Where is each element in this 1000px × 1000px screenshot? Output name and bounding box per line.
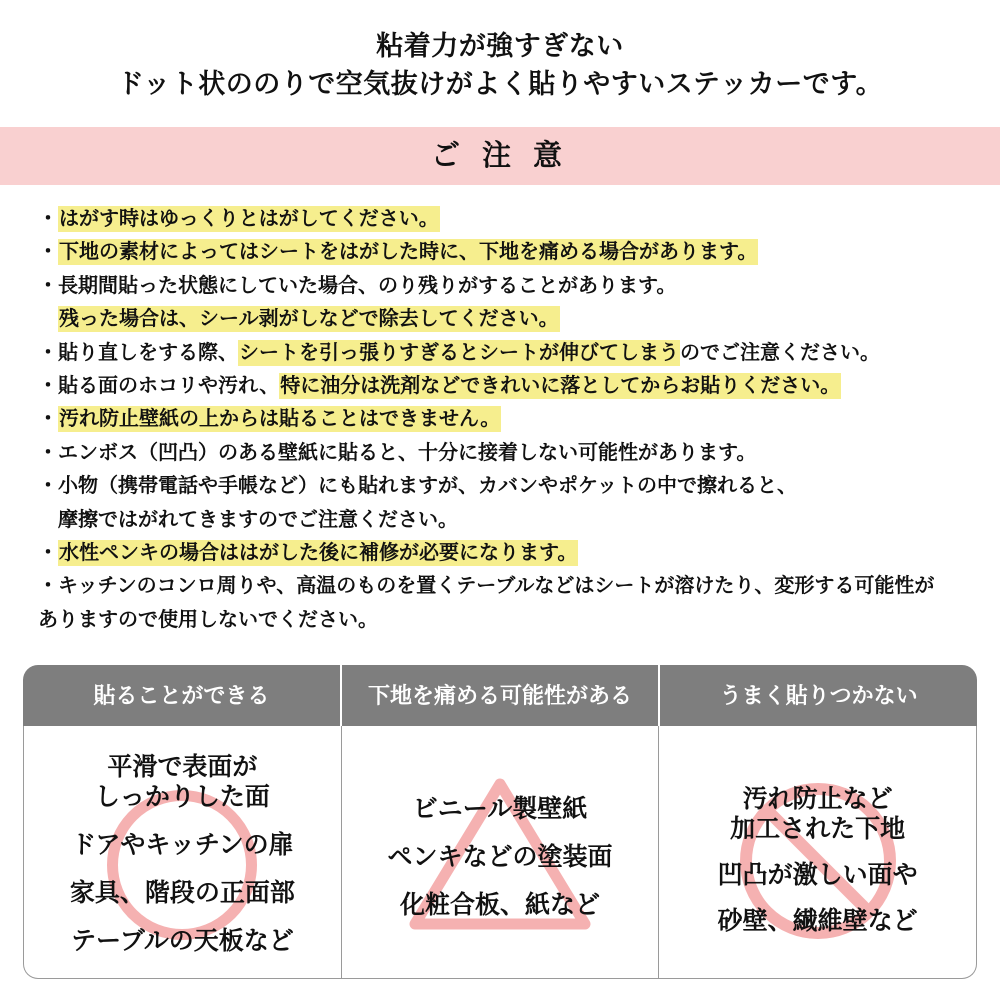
caution-item [38, 370, 980, 403]
plain-text: ・長期間貼った状態にしていた場合、のり残りがすることがあります。 [38, 274, 677, 297]
caution-item [38, 303, 980, 336]
caution-item [38, 236, 980, 269]
surface-item-group [659, 784, 976, 844]
cell-text [342, 726, 659, 920]
caution-item [38, 604, 980, 637]
caution-item [38, 403, 980, 436]
surface-item-group [659, 860, 976, 890]
surface-item: 平滑で表面が [107, 753, 258, 782]
plain-text: ありますので使用しないでください。 [38, 608, 378, 631]
surface-item: ビニール製壁紙 [412, 795, 588, 824]
cell-text [659, 726, 976, 936]
surface-item: ドアやキッチンの扉 [71, 831, 294, 860]
surface-compatibility-table [23, 665, 977, 979]
surface-item-group [342, 890, 659, 920]
caution-item [38, 337, 980, 370]
highlighted-text: はがす時はゆっくりとはがしてください。 [59, 208, 439, 230]
surface-item-group [24, 830, 341, 860]
caution-item [38, 504, 980, 537]
surface-item: ペンキなどの塗装面 [387, 843, 613, 872]
plain-text: ・貼り直しをする際、 [38, 341, 238, 364]
table-cell-prohibited [658, 726, 976, 978]
plain-text: 摩擦ではがれてきますのでご注意ください。 [58, 508, 458, 531]
plain-text: ・エンボス（凹凸）のある壁紙に貼ると、十分に接着しない可能性があります。 [38, 441, 757, 464]
highlighted-text: 水性ペンキの場合ははがした後に補修が必要になります。 [59, 542, 578, 565]
caution-item [38, 270, 980, 303]
plain-text: ・キッチンのコンロ周りや、高温のものを置くテーブルなどはシートが溶けたり、変形する可能性が [38, 575, 935, 598]
highlighted-text: 特に油分は洗剤などできれいに落としてからお貼りください。 [280, 375, 841, 398]
table-header-may-damage: 下地を痛める可能性がある [340, 665, 659, 726]
caution-item [38, 437, 980, 470]
surface-item: テーブルの天板など [70, 927, 294, 956]
highlighted-text: 下地の素材によってはシートをはがした時に、下地を痛める場合があります。 [59, 241, 758, 264]
surface-item: 加工された下地 [730, 815, 906, 844]
table-cell-circle [24, 726, 341, 978]
caution-item [38, 537, 980, 570]
table-header-row [23, 665, 977, 726]
table-cell-triangle [341, 726, 659, 978]
plain-text: ・ [38, 241, 58, 264]
plain-text: ・小物（携帯電話や手帳など）にも貼れますが、カバンやポケットの中で擦れると、 [38, 475, 797, 498]
surface-item-group [659, 906, 976, 936]
surface-item-group [24, 878, 341, 908]
notice-banner: ご 注 意 [0, 127, 1000, 185]
plain-text: のでご注意ください。 [680, 341, 880, 364]
cell-text [24, 726, 341, 956]
plain-text: ・ [38, 408, 58, 431]
surface-item: 砂壁、繊維壁など [717, 907, 918, 936]
surface-item: 家具、階段の正面部 [69, 879, 295, 908]
surface-item-group [24, 926, 341, 956]
surface-item: 汚れ防止など [742, 785, 893, 814]
title-line-2: ドット状ののりで空気抜けがよく貼りやすいステッカーです。 [116, 69, 884, 99]
caution-item [38, 470, 980, 503]
surface-item: 凹凸が激しい面や [717, 861, 918, 890]
table-body-row [23, 726, 977, 979]
surface-item-group [342, 794, 659, 824]
caution-item [38, 570, 980, 603]
surface-item-group [342, 842, 659, 872]
plain-text: ・ [38, 208, 58, 230]
caution-item [38, 203, 980, 236]
table-header-can-apply: 貼ることができる [93, 683, 270, 709]
surface-item-group [24, 752, 341, 812]
table-header-wont-stick: うまく貼りつかない [658, 665, 977, 726]
plain-text: ・ [38, 542, 58, 565]
highlighted-text: シートを引っ張りすぎるとシートが伸びてしまう [239, 341, 679, 364]
highlighted-text: 残った場合は、シール剥がしなどで除去してください。 [59, 308, 559, 331]
page-title [0, 0, 1000, 103]
title-line-1: 粘着力が強すぎない [376, 31, 624, 61]
highlighted-text: 汚れ防止壁紙の上からは貼ることはできません。 [59, 408, 501, 431]
caution-list [0, 203, 1000, 637]
surface-item: 化粧合板、紙など [400, 891, 601, 920]
plain-text: ・貼る面のホコリや汚れ、 [38, 375, 280, 398]
surface-item: しっかりした面 [94, 783, 270, 812]
